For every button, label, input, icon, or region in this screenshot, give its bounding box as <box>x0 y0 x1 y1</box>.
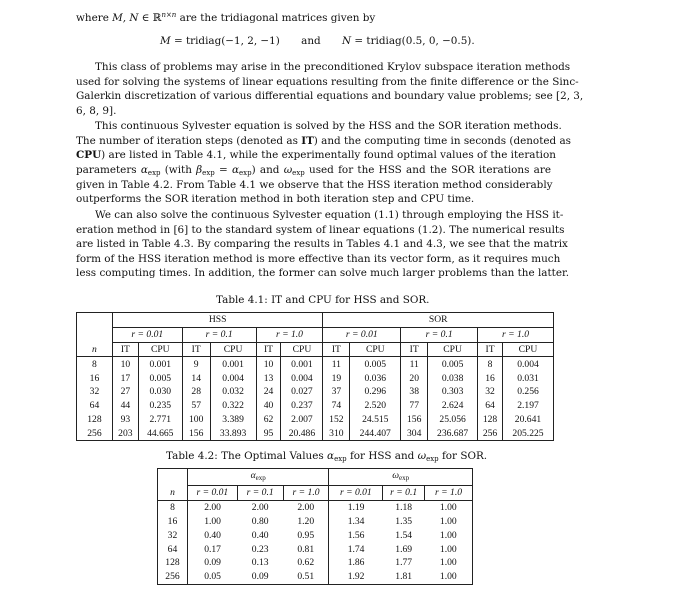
alpha-cell: 1.00 <box>204 515 221 527</box>
r-header <box>256 327 323 342</box>
r-header <box>425 486 473 501</box>
text: = <box>214 164 232 176</box>
alpha-cell: 2.00 <box>283 500 329 514</box>
cpu-cell: 33.893 <box>210 426 256 440</box>
n-header <box>158 486 188 501</box>
equation-matrices <box>160 35 475 47</box>
math-beta: β <box>196 164 203 176</box>
omega-cell: 1.00 <box>425 542 473 556</box>
cpu-cell: 0.032 <box>210 385 256 399</box>
it-header: IT <box>401 342 428 357</box>
cpu-cell: 0.005 <box>350 357 401 371</box>
it-cell: 95 <box>256 426 281 440</box>
cpu-cell: 0.005 <box>138 371 182 385</box>
math-N: N <box>341 35 352 47</box>
omega-cell: 1.69 <box>395 543 413 555</box>
alpha-cell: 2.00 <box>204 502 221 514</box>
text: where <box>76 12 113 24</box>
math-omega: ω <box>417 450 427 462</box>
alpha-cell: 0.62 <box>283 556 329 570</box>
it-cell: 100 <box>182 413 210 427</box>
omega-cell: 1.00 <box>425 528 473 542</box>
n-cell: 16 <box>158 515 188 529</box>
r-header <box>237 486 283 501</box>
math-vars: M, N <box>112 12 139 24</box>
it-cell: 10 <box>256 357 281 371</box>
table-corner <box>158 469 188 486</box>
it-cell: 156 <box>182 426 210 440</box>
it-cell: 13 <box>256 371 281 385</box>
intro-line <box>76 8 551 26</box>
cpu-cell: 0.027 <box>281 385 323 399</box>
alpha-cell: 0.09 <box>237 570 283 584</box>
alpha-cell: 0.40 <box>251 529 269 541</box>
alpha-cell: 1.20 <box>283 515 329 529</box>
it-cell: 16 <box>478 371 503 385</box>
n-cell: 8 <box>158 500 188 514</box>
omega-cell: 1.35 <box>395 515 413 527</box>
cpu-cell: 0.235 <box>138 399 182 413</box>
it-cell: 14 <box>182 371 210 385</box>
omega-cell: 1.77 <box>395 557 413 569</box>
cpu-cell: 0.038 <box>428 371 478 385</box>
r-header <box>323 327 401 342</box>
r-header <box>401 327 478 342</box>
r-label: r = 0.1 <box>390 487 418 499</box>
cpu-cell: 3.389 <box>210 413 256 427</box>
it-cell: 77 <box>401 399 428 413</box>
method-header: SOR <box>323 313 554 328</box>
it-cell: 27 <box>112 385 138 399</box>
text: The number of iteration steps (denoted as <box>76 135 302 147</box>
cpu-header: CPU <box>138 342 182 357</box>
omega-cell: 1.34 <box>347 515 365 527</box>
math-sub: exp <box>399 474 410 482</box>
n-cell: 256 <box>77 426 113 440</box>
it-cell: 8 <box>478 357 503 371</box>
cpu-cell: 20.486 <box>281 426 323 440</box>
cpu-cell: 20.641 <box>503 413 554 427</box>
alpha-cell: 0.13 <box>251 557 269 569</box>
cpu-cell: 0.303 <box>428 385 478 399</box>
text: ) are listed in Table 4.1, while the experimentally found optimal values of the iteration <box>101 149 556 161</box>
table-corner <box>77 313 113 343</box>
it-cell: 40 <box>256 399 281 413</box>
n-cell: 256 <box>158 570 188 584</box>
it-cell: 24 <box>256 385 281 399</box>
text: parameters <box>76 164 141 176</box>
math-alpha: α <box>250 470 256 481</box>
omega-cell: 1.00 <box>425 570 473 584</box>
bold-term: CPU <box>76 149 102 161</box>
omega-group-header <box>329 469 473 486</box>
cpu-cell: 0.256 <box>503 385 554 399</box>
cpu-cell: 0.005 <box>428 357 478 371</box>
alpha-cell: 2.00 <box>251 502 269 514</box>
math-omega: ω <box>283 164 293 176</box>
cpu-cell: 2.624 <box>428 399 478 413</box>
paragraph-2-line: given in Table 4.2. From Table 4.1 we observe that the HSS iteration method considerably <box>76 179 553 191</box>
cpu-cell: 25.056 <box>428 413 478 427</box>
it-cell: 20 <box>401 371 428 385</box>
cpu-cell: 0.030 <box>138 385 182 399</box>
it-cell: 44 <box>112 399 138 413</box>
table-row <box>77 399 554 413</box>
paragraph-3-line: eration method in [6] to the standard system of linear equations (1.2). The numerical results <box>76 224 565 236</box>
it-cell: 304 <box>401 426 428 440</box>
table-row <box>158 556 473 570</box>
cpu-cell: 2.520 <box>350 399 401 413</box>
paragraph-3-line: are listed in Table 4.3. By comparing the results in Tables 4.1 and 4.3, we see that the matrix <box>76 238 568 250</box>
cpu-cell: 0.036 <box>350 371 401 385</box>
table-row <box>158 542 473 556</box>
math-M-def: = tridiag(−1, 2, −1) <box>170 35 280 47</box>
n-cell: 32 <box>77 385 113 399</box>
cpu-cell: 0.237 <box>281 399 323 413</box>
table-row <box>77 385 554 399</box>
cpu-header: CPU <box>281 342 323 357</box>
paragraph-2-line: outperforms the SOR iteration method in both iteration step and CPU time. <box>76 193 475 205</box>
cpu-cell: 0.004 <box>210 371 256 385</box>
r-label: r = 0.1 <box>205 329 233 341</box>
paragraph-3-line: form of the HSS iteration method is more effective than its vector form, as it requires much <box>76 253 561 265</box>
cpu-header: CPU <box>350 342 401 357</box>
it-header: IT <box>323 342 350 357</box>
n-cell: 64 <box>77 399 113 413</box>
paragraph-2-line: This continuous Sylvester equation is solved by the HSS and the SOR iteration methods. <box>95 120 562 132</box>
math-sub: exp <box>292 169 305 177</box>
cpu-cell: 205.225 <box>503 426 554 440</box>
it-cell: 17 <box>112 371 138 385</box>
it-cell: 9 <box>182 357 210 371</box>
paragraph-1-line: used for solving the systems of linear equations resulting from the finite difference or the Sinc- <box>76 76 579 88</box>
n-cell: 16 <box>77 371 113 385</box>
alpha-cell: 0.51 <box>283 570 329 584</box>
omega-cell: 1.00 <box>425 500 473 514</box>
omega-cell: 1.81 <box>383 570 425 584</box>
cpu-cell: 0.001 <box>138 357 182 371</box>
r-label: r = 0.01 <box>339 487 372 499</box>
table-4-2 <box>157 468 473 585</box>
math-and: and <box>301 35 321 47</box>
n-cell: 64 <box>158 542 188 556</box>
it-cell: 256 <box>478 426 503 440</box>
it-cell: 11 <box>323 357 350 371</box>
alpha-cell: 0.23 <box>251 543 269 555</box>
cpu-cell: 0.001 <box>281 357 323 371</box>
math-sub: exp <box>255 474 266 482</box>
r-label: r = 1.0 <box>502 329 530 341</box>
alpha-cell: 0.17 <box>204 543 221 555</box>
n-cell: 8 <box>77 357 113 371</box>
table-row <box>77 426 554 440</box>
table-row <box>158 515 473 529</box>
bold-term: IT <box>301 135 314 147</box>
math-alpha: α <box>140 164 148 176</box>
table-4-1 <box>76 312 554 441</box>
text: for SOR. <box>438 450 488 462</box>
r-header <box>112 327 182 342</box>
it-cell: 203 <box>112 426 138 440</box>
it-cell: 28 <box>182 385 210 399</box>
it-cell: 11 <box>401 357 428 371</box>
text: Table 4.2: The Optimal Values <box>166 450 328 462</box>
math-sub: exp <box>334 455 347 463</box>
n-cell: 128 <box>77 413 113 427</box>
paragraph-1-line: Galerkin discretization of various differential equations and boundary value problems; see [2, 3, <box>76 90 584 102</box>
table-4-2-caption <box>166 450 487 463</box>
alpha-cell: 0.80 <box>251 515 269 527</box>
cpu-cell: 244.407 <box>350 426 401 440</box>
math-sup: n×n <box>161 11 177 19</box>
paragraph-1-line: This class of problems may arise in the preconditioned Krylov subspace iteration methods <box>95 61 571 73</box>
r-label: r = 1.0 <box>292 487 320 499</box>
method-header: HSS <box>112 313 323 328</box>
cpu-cell: 2.007 <box>281 413 323 427</box>
r-label: r = 0.1 <box>425 329 453 341</box>
n-header <box>77 342 113 357</box>
n-cell: 128 <box>158 556 188 570</box>
it-cell: 10 <box>112 357 138 371</box>
it-cell: 152 <box>323 413 350 427</box>
it-cell: 64 <box>478 399 503 413</box>
it-cell: 57 <box>182 399 210 413</box>
cpu-cell: 0.296 <box>350 385 401 399</box>
r-header <box>182 327 256 342</box>
n-label: n <box>92 343 97 355</box>
r-label: r = 1.0 <box>275 329 303 341</box>
cpu-cell: 24.515 <box>350 413 401 427</box>
math-sub: exp <box>239 169 252 177</box>
paragraph-2-line <box>76 134 571 149</box>
it-cell: 38 <box>401 385 428 399</box>
omega-cell: 1.74 <box>347 543 365 555</box>
omega-cell: 1.19 <box>347 502 365 514</box>
math-omega: ω <box>392 470 400 481</box>
alpha-group-header <box>187 469 329 486</box>
text: (with <box>160 164 197 176</box>
paragraph-3-line: We can also solve the continuous Sylvester equation (1.1) through employing the HSS it- <box>95 209 564 221</box>
text: are the tridiagonal matrices given by <box>176 12 376 24</box>
cpu-cell: 236.687 <box>428 426 478 440</box>
omega-cell: 1.86 <box>347 557 365 569</box>
table-row <box>158 528 473 542</box>
it-cell: 93 <box>112 413 138 427</box>
cpu-cell: 0.004 <box>503 357 554 371</box>
r-label: r = 0.01 <box>345 329 378 341</box>
table-row <box>158 500 473 514</box>
r-label: r = 0.01 <box>131 329 164 341</box>
omega-cell: 1.92 <box>329 570 383 584</box>
cpu-cell: 0.031 <box>503 371 554 385</box>
it-cell: 37 <box>323 385 350 399</box>
math-set: ∈ ℝ <box>138 12 162 24</box>
cpu-header: CPU <box>210 342 256 357</box>
r-header <box>283 486 329 501</box>
table-row <box>158 570 473 584</box>
alpha-cell: 0.81 <box>283 542 329 556</box>
table-4-1-caption: Table 4.1: IT and CPU for HSS and SOR. <box>216 294 430 306</box>
math-alpha: α <box>231 164 239 176</box>
r-label: r = 0.01 <box>196 487 229 499</box>
r-header <box>187 486 237 501</box>
math-N-def: = tridiag(0.5, 0, −0.5). <box>351 35 475 47</box>
r-label: r = 0.1 <box>246 487 274 499</box>
cpu-cell: 0.001 <box>210 357 256 371</box>
it-header: IT <box>182 342 210 357</box>
it-header: IT <box>478 342 503 357</box>
math-sub: exp <box>202 169 215 177</box>
table-row <box>77 357 554 371</box>
r-header <box>478 327 554 342</box>
it-header: IT <box>112 342 138 357</box>
omega-cell: 1.54 <box>395 529 413 541</box>
alpha-cell: 0.95 <box>283 528 329 542</box>
table-row <box>77 371 554 385</box>
cpu-cell: 0.004 <box>281 371 323 385</box>
paragraph-1-line: 6, 8, 9]. <box>76 105 117 117</box>
alpha-cell: 0.05 <box>187 570 237 584</box>
it-cell: 19 <box>323 371 350 385</box>
n-cell: 32 <box>158 528 188 542</box>
it-cell: 310 <box>323 426 350 440</box>
cpu-cell: 0.322 <box>210 399 256 413</box>
math-alpha: α <box>327 450 335 462</box>
paragraph-3-line: less computing times. In addition, the former can solve much larger problems than the latter. <box>76 267 570 279</box>
text: ) and <box>251 164 284 176</box>
text: ) and the computing time in seconds (denoted as <box>313 135 571 147</box>
math-M: M <box>160 35 171 47</box>
omega-cell: 1.00 <box>425 515 473 529</box>
r-header <box>329 486 383 501</box>
text: for HSS and <box>346 450 418 462</box>
it-cell: 156 <box>401 413 428 427</box>
it-cell: 128 <box>478 413 503 427</box>
it-cell: 32 <box>478 385 503 399</box>
text: used for the HSS and the SOR iterations are <box>304 164 551 176</box>
n-label: n <box>170 487 175 499</box>
cpu-cell: 2.197 <box>503 399 554 413</box>
it-header: IT <box>256 342 281 357</box>
cpu-cell: 2.771 <box>138 413 182 427</box>
it-cell: 62 <box>256 413 281 427</box>
alpha-cell: 0.40 <box>204 529 221 541</box>
r-label: r = 1.0 <box>435 487 463 499</box>
cpu-header: CPU <box>503 342 554 357</box>
omega-cell: 1.18 <box>395 502 413 514</box>
omega-cell: 1.00 <box>425 556 473 570</box>
cpu-cell: 44.665 <box>138 426 182 440</box>
paragraph-2-line <box>76 148 556 163</box>
omega-cell: 1.56 <box>347 529 365 541</box>
alpha-cell: 0.09 <box>204 557 221 569</box>
it-cell: 74 <box>323 399 350 413</box>
cpu-header: CPU <box>428 342 478 357</box>
math-sub: exp <box>147 169 161 177</box>
math-sub: exp <box>426 455 439 463</box>
table-row <box>77 413 554 427</box>
r-header <box>383 486 425 501</box>
